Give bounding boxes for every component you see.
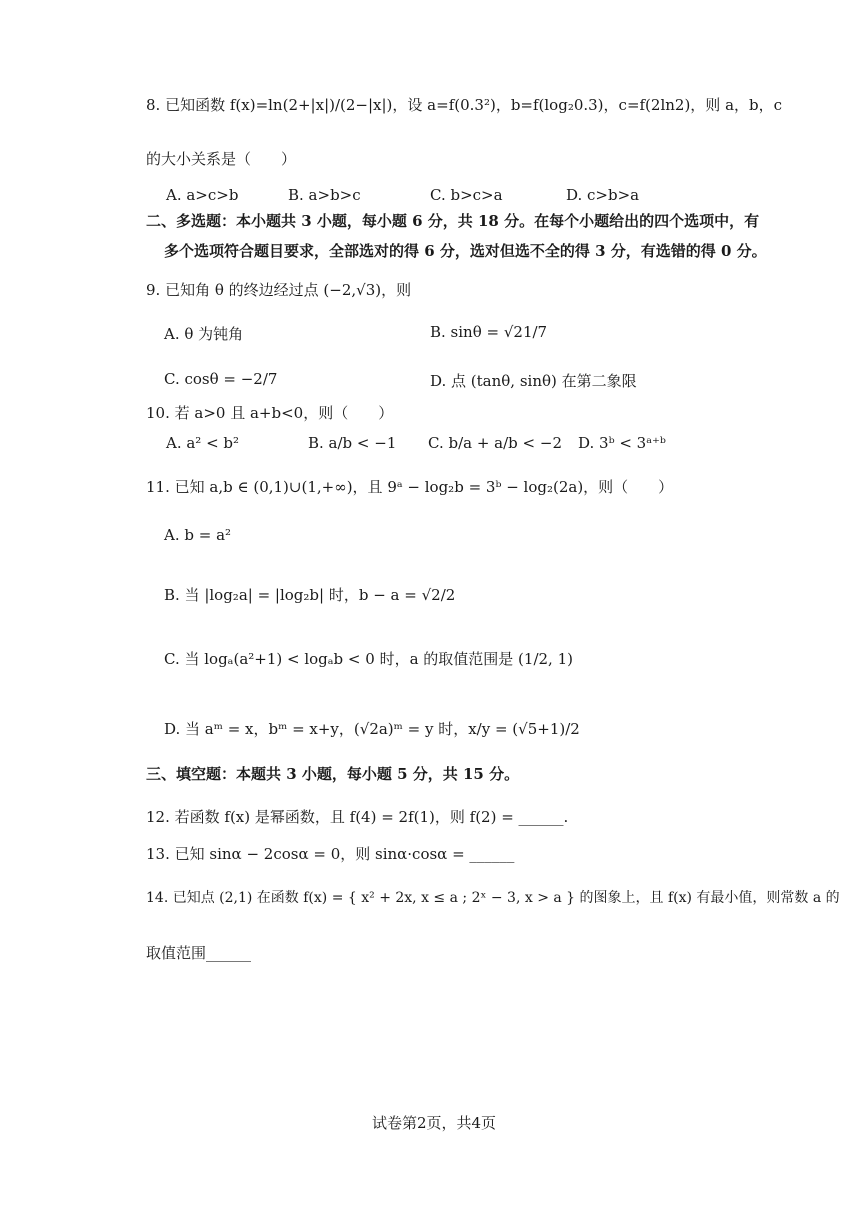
q13-text: 13. 已知 sinα − 2cosα = 0，则 sinα·cosα = ______ — [146, 845, 515, 863]
q11-option-c: C. 当 logₐ(a²+1) < logₐb < 0 时，a 的取值范围是 (1/2, 1) — [164, 650, 573, 668]
q8-option-d: D. c>b>a — [566, 186, 640, 204]
section2-heading-line1: 二、多选题：本小题共 3 小题，每小题 6 分，共 18 分。在每个小题给出的四个选项中，有 — [146, 212, 760, 230]
q8-stem-line1: 8. 已知函数 f(x)=ln(2+|x|)/(2−|x|)，设 a=f(0.3²)，b=f(log₂0.3)，c=f(2ln2)，则 a，b，c — [146, 96, 783, 114]
q10-option-a: A. a² < b² — [166, 434, 240, 452]
q9-option-d: D. 点 (tanθ, sinθ) 在第二象限 — [430, 372, 637, 390]
q14-line2: 取值范围______ — [146, 944, 252, 962]
q10-option-d: D. 3ᵇ < 3ᵃ⁺ᵇ — [578, 434, 666, 452]
q10-option-b: B. a/b < −1 — [308, 434, 397, 452]
q11-option-b: B. 当 |log₂a| = |log₂b| 时，b − a = √2/2 — [164, 586, 456, 604]
q9-stem: 9. 已知角 θ 的终边经过点 (−2,√3)，则 — [146, 281, 412, 299]
page-footer: 试卷第2页，共4页 — [371, 1114, 497, 1132]
section3-heading: 三、填空题：本题共 3 小题，每小题 5 分，共 15 分。 — [146, 765, 520, 783]
section2-heading-line2: 多个选项符合题目要求，全部选对的得 6 分，选对但选不全的得 3 分，有选错的得 0 分。 — [164, 242, 767, 260]
q14-line1: 14. 已知点 (2,1) 在函数 f(x) = { x² + 2x, x ≤ a ; 2ˣ − 3, x > a } 的图象上，且 f(x) 有最小值，则常数 a 的 — [146, 890, 840, 906]
q9-option-b: B. sinθ = √21/7 — [430, 323, 548, 341]
q11-option-a: A. b = a² — [164, 526, 232, 544]
q12-text: 12. 若函数 f(x) 是幂函数，且 f(4) = 2f(1)，则 f(2) = ______. — [146, 808, 569, 826]
q8-option-b: B. a>b>c — [288, 186, 361, 204]
q8-stem-line2: 的大小关系是（ ） — [146, 150, 297, 168]
q10-stem: 10. 若 a>0 且 a+b<0，则（ ） — [146, 404, 394, 422]
q9-option-a: A. θ 为钝角 — [164, 325, 244, 343]
q11-stem: 11. 已知 a,b ∈ (0,1)∪(1,+∞)，且 9ᵃ − log₂b = 3ᵇ − log₂(2a)，则（ ） — [146, 478, 674, 496]
q8-option-c: C. b>c>a — [430, 186, 503, 204]
q10-option-c: C. b/a + a/b < −2 — [428, 434, 562, 452]
q11-option-d: D. 当 aᵐ = x，bᵐ = x+y，(√2a)ᵐ = y 时，x/y = (√5+1)/2 — [164, 720, 580, 738]
q9-option-c: C. cosθ = −2/7 — [164, 370, 278, 388]
q8-option-a: A. a>c>b — [166, 186, 239, 204]
